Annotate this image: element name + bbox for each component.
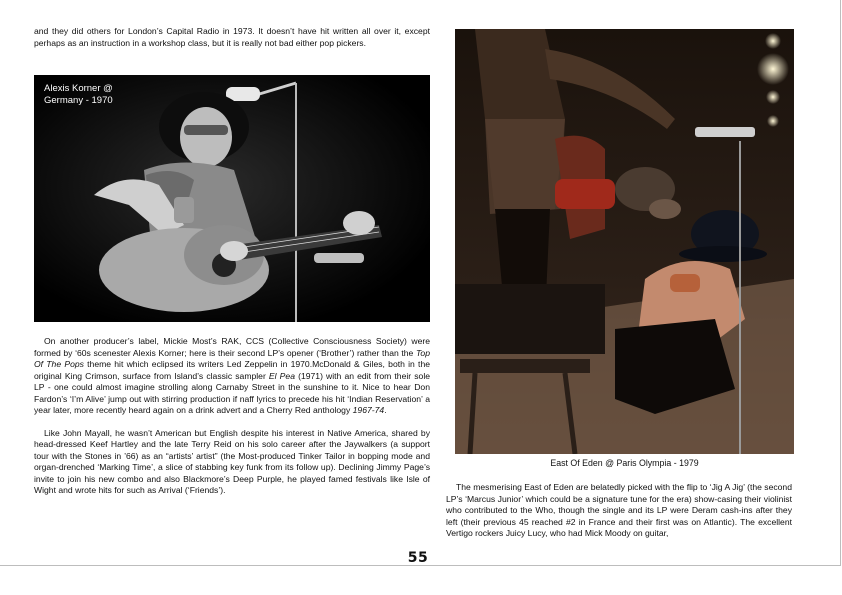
east-of-eden-photo: [455, 29, 794, 454]
ccs-text-g: .: [384, 405, 387, 415]
page-number: 55: [407, 550, 429, 566]
ccs-text-a: On another producer’s label, Mickie Most’s RAK, CCS (Collective Consciousness Society) were formed by ‘60s scenester Alexis Korner; here is their second LP’s opener (‘Brother’) rather than the: [34, 336, 430, 358]
alexis-korner-photo: [34, 75, 430, 322]
ccs-text-b: Top Of The Pops: [34, 347, 430, 369]
east-of-eden-image: [455, 29, 794, 454]
ccs-paragraph: [34, 336, 430, 417]
right-body-text: [446, 482, 792, 540]
photo2-caption: East Of Eden @ Paris Olympia - 1979: [550, 458, 699, 468]
ccs-text-c: theme hit which eclipsed its writers Led Zeppelin in 1970.McDonald & Giles, both in the original King Crimson, surface from Island’s classic sampler: [34, 359, 430, 381]
intro-paragraph: [34, 26, 430, 49]
photo1-caption: [44, 83, 113, 107]
ccs-text-e: (1971) with an edit from their sole LP - one could almost imagine strolling along Carnaby Street in the sunshine to it. Nice to hear Don Fardon’s ‘I’m Alive’ jump out with stirring production if naff lyrics to precede his hit ‘Indian Reservation’ a year later, more recently heard again on a drink advert and a Cherry Red anthology: [34, 370, 431, 415]
photo1-caption-line2: Germany - 1970: [44, 95, 113, 106]
left-body-text: [34, 336, 430, 497]
east-of-eden-paragraph: The mesmerising East of Eden are belatedly picked with the flip to ‘Jig A Jig’ (the second LP’s ‘Marcus Junior’ which could be a signature tune for the era) show-casing their violinist who contributed to the Who, though the single and its LP were Deram cash-ins after they left (their previous 45 reached #2 in France and their first was on Atlantic). The excellent Vertigo rockers Juicy Lucy, who had Mick Moody on guitar,: [446, 482, 792, 538]
ccs-text-f: 1967-74: [352, 405, 385, 415]
mayall-paragraph: Like John Mayall, he wasn’t American but English despite his interest in Native America, shared by head-dressed Keef Hartley and the late Terry Reid on his solo career after the Jaywalkers (a support tour with the Stones in ’66) as an “artists’ artist” (the Most-produced Tinker Tailor in bopping mode and organ-drenched ‘Marking Time’, a slice of stabbing key funk from its follow up). Declining Jimmy Page’s invite to join his new combo and also Blackmore’s Deep Purple, he played famed festivals like Isle of Wight and wrote hits for such as Arrival (‘Friends’).: [34, 427, 430, 495]
alexis-korner-image: [34, 75, 430, 322]
photo1-caption-line1: Alexis Korner @: [44, 83, 113, 94]
ccs-text-d: El Pea: [268, 370, 295, 381]
intro-text: and they did others for London’s Capital Radio in 1973. It doesn’t have hit written all over it, except perhaps as an instruction in a workshop class, but it is really not bad either pop pickers.: [34, 26, 430, 48]
